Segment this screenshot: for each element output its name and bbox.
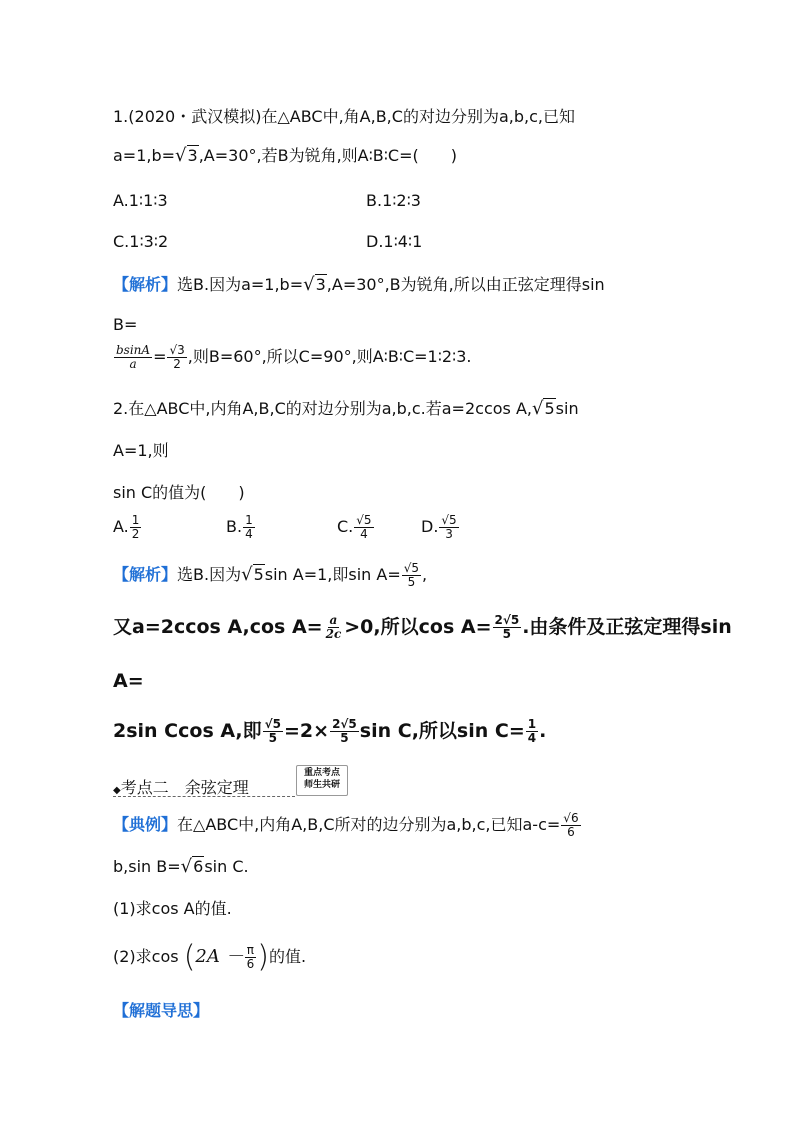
fraction [493,614,522,641]
sqrt-symbol: √3 [175,145,198,166]
sqrt-radicand: 3 [315,275,326,294]
fraction-numerator: √5 [356,513,372,527]
example-line2-pre: b,sin B= [113,857,181,876]
q1-line2-pre: a=1,b= [113,146,176,165]
example-line1-pre: 在△ABC中,内角A,B,C所对的边分别为a,b,c,已知a-c= [177,815,561,834]
fraction-denominator: 6 [246,957,255,971]
sqrt-radicand: 5 [544,399,555,418]
guide-tag: 【解题导思】 [113,1001,210,1020]
fraction-numerator: 1 [245,513,253,527]
badge-line1: 重点考点 [303,768,340,778]
fraction [439,514,458,541]
fraction [402,562,421,589]
fraction-denominator: 5 [407,575,416,589]
q2-line1-post: sin [555,399,579,418]
expression: 2A － [195,946,244,967]
fraction [354,514,373,541]
q2-line1 [113,398,579,420]
sol2-line2-post: .由条件及正弦定理得sin [522,616,732,638]
q1-option-b: B.1∶2∶3 [366,191,421,210]
fraction-numerator: √6 [563,811,579,825]
fraction [526,718,538,745]
sol2-line4-mid2: sin C,所以sin C= [359,720,525,742]
fraction [263,718,283,745]
fraction [330,718,359,745]
sol2-line2 [113,614,732,641]
fraction-denominator: 4 [245,527,253,541]
sol1-line1 [113,274,605,296]
sqrt-symbol: √6 [180,856,204,877]
fraction-numerator: bsinA [116,343,151,357]
fraction-denominator: 2c [325,627,342,641]
sol2-line2-pre: 又a=2ccos A,cos A= [113,616,323,638]
fraction-denominator: 2 [131,527,140,541]
left-paren: ( [183,939,196,975]
fraction-denominator: 3 [445,527,453,541]
fraction-numerator: a [329,613,338,627]
fraction [561,812,580,839]
badge-line2: 师生共研 [303,780,340,790]
example-line1 [113,812,582,839]
q1-line2-post: ,A=30°,若B为锐角,则A∶B∶C=( ) [198,146,457,165]
sol1-line1-post: ,A=30°,B为锐角,所以由正弦定理得sin [326,275,605,294]
q2-line2: A=1,则 [113,441,169,460]
fraction-numerator: √3 [169,343,185,357]
sol2-line1-pre: 选B.因为 [177,565,242,584]
q2-option-a [113,514,142,541]
sol2-line3: A= [113,670,144,692]
option-label: D. [421,517,439,536]
q2-line1-pre: 2.在△ABC中,内角A,B,C的对边分别为a,b,c.若a=2ccos A, [113,399,532,418]
q1-option-c: C.1∶3∶2 [113,232,169,251]
sol2-line4-end: . [539,720,547,742]
sol1-line3 [113,344,472,371]
example-line2-post: sin C. [204,857,249,876]
option-label: C. [337,517,354,536]
fraction-denominator: 4 [527,731,537,745]
q1-option-d: D.1∶4∶1 [366,232,423,251]
fraction-numerator: 2√5 [494,613,520,627]
example-line2 [113,856,249,878]
example-tag: 【典例】 [113,815,178,834]
fraction-denominator: 4 [360,527,368,541]
sol2-line4-mid: =2× [284,720,330,742]
sol1-line3-post: ,则B=60°,所以C=90°,则A∶B∶C=1∶2∶3. [187,347,472,366]
solution-tag: 【解析】 [113,565,178,584]
right-paren: ) [257,939,269,975]
option-label: B. [226,517,243,536]
sol1-line1-pre: 选B.因为a=1,b= [177,275,304,294]
fraction-numerator: √5 [264,717,282,731]
q1-line1: 1.(2020・武汉模拟)在△ABC中,角A,B,C的对边分别为a,b,c,已知 [113,107,575,126]
section-title: 考点二 余弦定理 [120,778,249,797]
fraction [243,514,255,541]
section-badge [296,765,348,796]
fraction-denominator: 6 [567,825,575,839]
solution-tag: 【解析】 [113,275,178,294]
fraction-numerator: 1 [527,717,537,731]
option-label: A. [113,517,129,536]
sol2-line4-pre: 2sin Ccos A,即 [113,720,262,742]
fraction-denominator: a [129,357,137,371]
q1-line2 [113,145,457,167]
sol1-line2: B= [113,315,138,334]
section-underline [113,796,295,797]
section-heading [113,777,249,802]
fraction-denominator: 5 [268,731,278,745]
sol2-line2-mid: >0,所以cos A= [344,616,492,638]
q2-option-d [421,514,460,541]
sol2-line4 [113,718,546,745]
fraction [245,944,257,971]
fraction-denominator: 5 [340,731,349,745]
sol2-line1-end: , [422,565,428,584]
q1-option-a: A.1∶1∶3 [113,191,168,210]
sqrt-symbol: √5 [531,398,555,419]
equals: = [153,347,167,366]
fraction-numerator: √5 [403,561,420,575]
q2-line3: sin C的值为( ) [113,483,245,502]
example-part1: (1)求cos A的值. [113,899,232,918]
fraction-numerator: π [246,943,255,957]
sqrt-radicand: 5 [253,565,264,584]
fraction-denominator: 2 [173,357,181,371]
fraction-numerator: 2√5 [332,717,357,731]
fraction [167,344,186,371]
sol2-line1 [113,562,427,589]
sqrt-symbol: √5 [241,564,264,585]
diamond-bullet-icon: ◆ [113,785,121,796]
fraction-numerator: 1 [131,513,140,527]
q2-option-b [226,514,256,541]
fraction-numerator: √5 [441,513,457,527]
example-part2-post: 的值. [268,947,307,966]
fraction [130,514,142,541]
example-part2 [113,939,307,975]
sqrt-radicand: 3 [187,146,198,165]
sol2-line1-mid: sin A=1,即sin A= [264,565,401,584]
guide-heading [113,1000,209,1022]
sqrt-radicand: 6 [193,857,204,876]
fraction [114,344,152,371]
example-part2-pre: (2)求cos [113,947,179,966]
fraction-denominator: 5 [502,627,512,641]
sqrt-symbol: √3 [303,274,326,295]
q2-option-c [337,514,375,541]
fraction [324,614,344,641]
